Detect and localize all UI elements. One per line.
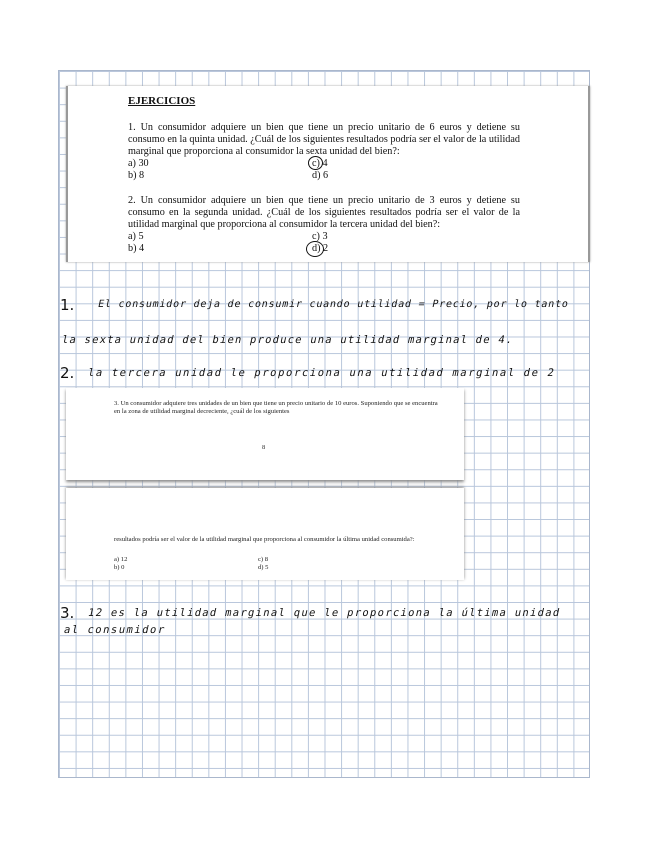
question-1-text: 1. Un consumidor adquiere un bien que tiene un precio unitario de 6 euros y detiene su consumo en la quinta unidad. ¿Cuál de los siguientes resultados podría ser el valor de la utilidad marginal que proporciona al consumidor la sexta unidad del bien?:	[128, 122, 520, 158]
page-number: 8	[262, 444, 266, 451]
q1-option-a: a) 30	[128, 158, 149, 169]
question-3-part-1: 3. Un consumidor adquiere tres unidades de un bien que tiene un precio unitario de 10 euros. Suponiendo que se encuentra en la zona de utilidad marginal decreciente, ¿cuál de los siguientes	[114, 400, 438, 415]
answer-3-line-1: 12 es la utilidad marginal que le proporciona la última unidad	[86, 607, 562, 619]
answer-circle-q2	[306, 241, 324, 257]
q1-option-b: b) 8	[128, 170, 145, 181]
answer-2-line-1: la tercera unidad le proporciona una utilidad marginal de 2	[86, 367, 557, 379]
answer-2-number: 2.	[60, 364, 75, 382]
answer-1-number: 1.	[60, 296, 75, 314]
question-2-text: 2. Un consumidor adquiere un bien que tiene un precio unitario de 3 euros y detiene su consumo en la segunda unidad. ¿Cuál de los siguientes resultados podría ser el valor de la utilidad marginal que proporciona al consumidor la tercera unidad del bien?:	[128, 195, 520, 231]
q2-option-c: c) 3	[312, 231, 328, 242]
exercises-heading: EJERCICIOS	[128, 95, 196, 107]
answer-3-line-2: al consumidor	[62, 624, 167, 636]
q1-option-d: d) 6	[312, 170, 329, 181]
answer-1-line-1: El consumidor deja de consumir cuando utilidad = Precio, por lo tanto	[96, 299, 570, 310]
q2-option-a: a) 5	[128, 231, 144, 242]
q3-option-b: b) 0	[114, 564, 125, 571]
q3-option-d: d) 5	[258, 564, 269, 571]
q3-option-a: a) 12	[114, 556, 128, 563]
q2-option-d: d) 2	[312, 243, 329, 254]
q1-option-c: c) 4	[312, 158, 328, 169]
answer-circle-q1	[308, 156, 323, 170]
answer-3-number: 3.	[60, 604, 75, 622]
q2-option-b: b) 4	[128, 243, 145, 254]
question-3-part-2: resultados podría ser el valor de la utilidad marginal que proporciona al consumidor la última unidad consumida?:	[114, 536, 415, 543]
q3-option-c: c) 8	[258, 556, 269, 563]
answer-1-line-2: la sexta unidad del bien produce una utilidad marginal de 4.	[60, 334, 515, 346]
